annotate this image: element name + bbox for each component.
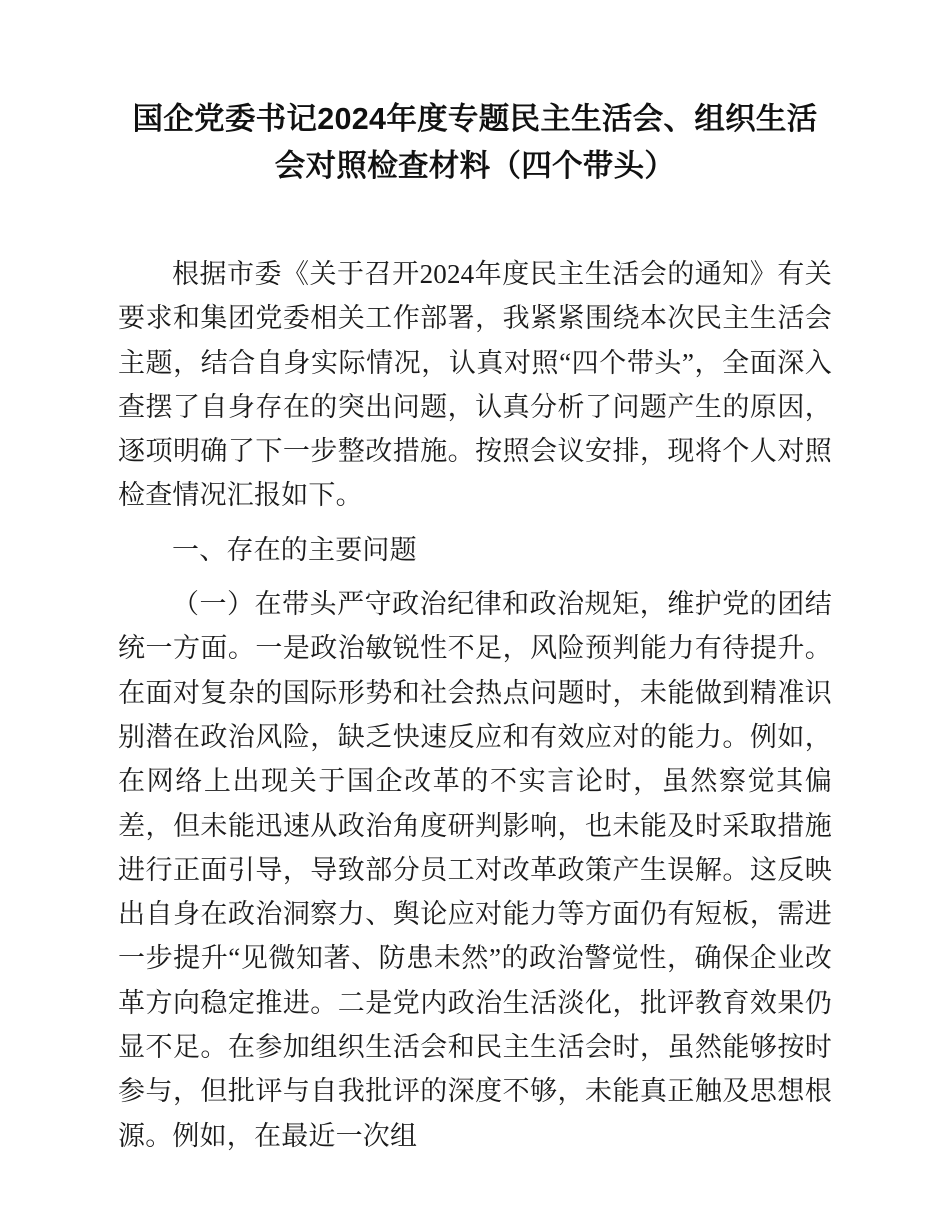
paragraph-gap bbox=[118, 518, 832, 528]
page-title-line-1: 国企党委书记2024年度专题民主生活会、组织 bbox=[132, 102, 756, 136]
paragraph-intro: 根据市委《关于召开2024年度民主生活会的通知》有关要求和集团党委相关工作部署，我紧紧围绕本次民主生活会主题，结合自身实际情况，认真对照“四个带头”，全面深入查摆了自身存在的突出问题，认真分析了问题产生的原因，逐项明确了下一步整改措施。按照会议安排，现将个人对照检查情况汇报如下。 bbox=[118, 259, 832, 511]
title-spacer bbox=[118, 190, 832, 252]
page-title-line-2: 生活会对照检查材料（四个带头） bbox=[274, 102, 818, 183]
document-body bbox=[118, 96, 832, 1158]
heading-gap bbox=[118, 572, 832, 582]
page-title bbox=[118, 96, 832, 190]
paragraph-subsection-1-1: （一）在带头严守政治纪律和政治规矩，维护党的团结统一方面。一是政治敏锐性不足，风险预判能力有待提升。在面对复杂的国际形势和社会热点问题时，未能做到精准识别潜在政治风险，缺乏快速反应和有效应对的能力。例如，在网络上出现关于国企改革的不实言论时，虽然察觉其偏差，但未能迅速从政治角度研判影响，也未能及时采取措施进行正面引导，导致部分员工对改革政策产生误解。这反映出自身在政治洞察力、舆论应对能力等方面仍有短板，需进一步提升“见微知著、防患未然”的政治警觉性，确保企业改革方向稳定推进。二是党内政治生活淡化，批评教育效果仍显不足。在参加组织生活会和民主生活会时，虽然能够按时参与，但批评与自我批评的深度不够，未能真正触及思想根源。例如，在最近一次组 bbox=[118, 589, 832, 1151]
section-heading-1: 一、存在的主要问题 bbox=[172, 534, 417, 565]
